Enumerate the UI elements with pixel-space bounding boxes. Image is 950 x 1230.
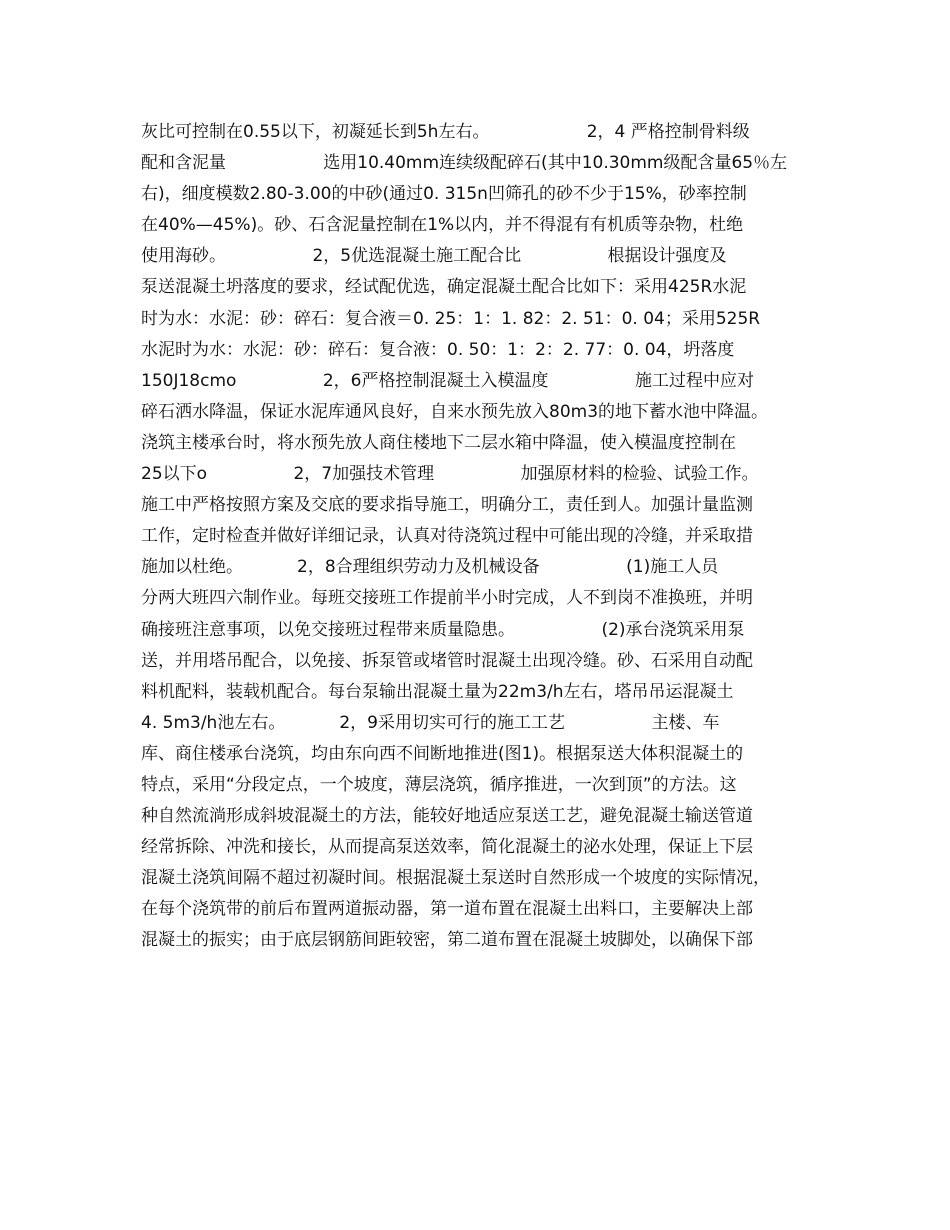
text-line: 在每个浇筑带的前后布置两道振动器，第一道布置在混凝土出料口，主要解决上部 xyxy=(141,899,753,920)
text-line: 25以下o 2，7加强技术管理 加强原材料的检验、试验工作。 xyxy=(141,464,759,485)
text-line: 浇筑主楼承台时，将水预先放人商住楼地下二层水箱中降温，使入模温度控制在 xyxy=(141,432,736,453)
text-line: 碎石洒水降温，保证水泥库通风良好，自来水预先放入80m3的地下蓄水池中降温。 xyxy=(141,401,769,422)
body-text xyxy=(141,117,831,957)
text-line: 右)，细度模数2.80-3.00的中砂(通过0. 315n凹筛孔的砂不少于15%，砂率控制 xyxy=(141,184,747,205)
text-line: 分两大班四六制作业。每班交接班工作提前半小时完成，人不到岗不准换班，并明 xyxy=(141,588,753,609)
text-line: 经常拆除、冲洗和接长，从而提高泵送效率，简化混凝土的泌水处理，保证上下层 xyxy=(141,837,753,858)
text-line: 在40%—45%)。砂、石含泥量控制在1%以内，并不得混有有机质等杂物，杜绝 xyxy=(141,215,744,236)
text-line: 150J18cmo 2，6严格控制混凝土入模温度 施工过程中应对 xyxy=(141,370,754,391)
text-line: 时为水：水泥：砂：碎石：复合液＝0. 25：1：1. 82：2. 51：0. 04；采用525R xyxy=(141,308,761,329)
text-line: 灰比可控制在0.55以下，初凝延长到5h左右。 2，4 严格控制骨料级 xyxy=(141,122,750,142)
text-line: 泵送混凝土坍落度的要求，经试配优选，确定混凝土配合比如下：采用425R水泥 xyxy=(141,277,747,298)
text-line: 混凝土浇筑间隔不超过初凝时间。根据混凝土泵送时自然形成一个坡度的实际情况， xyxy=(141,868,770,889)
text-line: 施工中严格按照方案及交底的要求指导施工，明确分工，责任到人。加强计量监测 xyxy=(141,495,753,516)
text-line: 送，并用塔吊配合，以免接、拆泵管或堵管时混凝土出现冷缝。砂、石采用自动配 xyxy=(141,650,753,671)
text-line: 水泥时为水：水泥：砂：碎石：复合液：0. 50：1：2：2. 77：0. 04，坍落度 xyxy=(141,339,735,360)
text-line: 确接班注意事项，以免交接班过程带来质量隐患。 (2)承台浇筑采用泵 xyxy=(141,619,745,640)
text-line: 工作，定时检查并做好详细记录，认真对待浇筑过程中可能出现的冷缝，并采取措 xyxy=(141,526,753,547)
text-line: 种自然流淌形成斜坡混凝土的方法，能较好地适应泵送工艺，避免混凝土输送管道 xyxy=(141,806,753,827)
text-line: 配和含泥量 选用10.40mm连续级配碎石(其中10.30mm级配含量65％左 xyxy=(141,153,788,174)
text-line: 4. 5m3/h池左右。 2，9采用切实可行的施工工艺 主楼、车 xyxy=(141,712,720,733)
text-line: 混凝土的振实；由于底层钢筋间距较密，第二道布置在混凝土坡脚处，以确保下部 xyxy=(141,930,753,951)
text-line: 施加以杜绝。 2，8合理组织劳动力及机械设备 (1)施工人员 xyxy=(141,557,719,578)
text-line: 特点，采用“分段定点，一个坡度，薄层浇筑，循序推进，一次到顶”的方法。这 xyxy=(141,774,737,795)
text-line: 使用海砂。 2，5优选混凝土施工配合比 根据设计强度及 xyxy=(141,246,727,267)
text-line: 库、商住楼承台浇筑，均由东向西不间断地推进(图1)。根据泵送大体积混凝土的 xyxy=(141,743,744,764)
text-line: 料机配料，装载机配合。每台泵输出混凝土量为22m3/h左右，塔吊吊运混凝土 xyxy=(141,681,734,702)
